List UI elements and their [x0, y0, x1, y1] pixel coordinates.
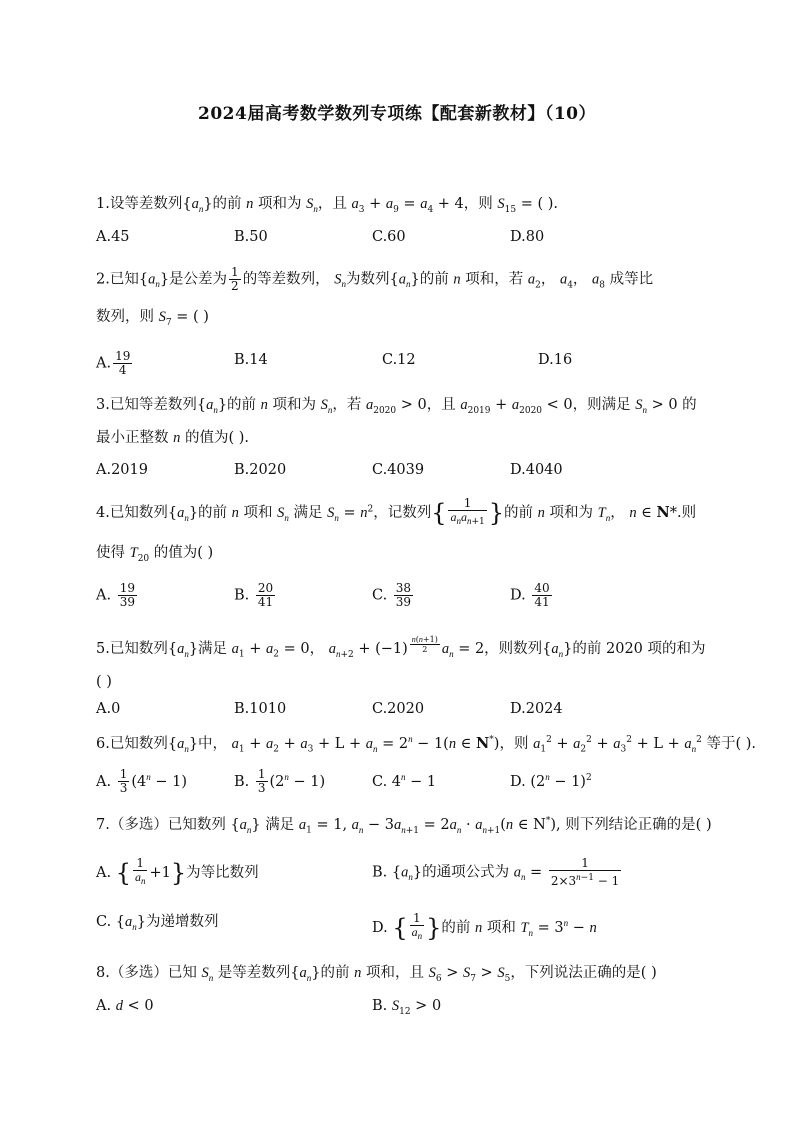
- question-2-option-d: D.16: [538, 352, 573, 368]
- question-4-option-b: B. $\frac{20}{41}$: [234, 581, 274, 609]
- question-7-option-a: A. { $\frac{1}{a_n}$ +1}为等比数列: [96, 856, 259, 888]
- question-4-option-d: D. $\frac{40}{41}$: [510, 581, 550, 609]
- question-7-stem: 7.（多选）已知数列 $\{a_n\}$ 满足 $a_1 = 1$, $a_n - 3a_{n+1} = 2a_n \cdot a_{n+1}(n$ ∈ N*), 则下列结论正确的是( ): [96, 816, 712, 836]
- question-6-option-d: D. $(2^n - 1)^2$: [510, 772, 592, 790]
- question-6-stem: 6.已知数列$\{a_n\}$中， $a_1 + a_2 + a_3 + L + a_n = 2^n - 1(n$ ∈ N*)，则 $a_1^2 + a_2^2 + a_3^2 + L + a_n^2$ 等于( ).: [96, 734, 756, 755]
- question-4-option-c: C. $\frac{38}{39}$: [372, 581, 412, 609]
- question-2-option-b: B.14: [234, 352, 268, 368]
- question-7-option-d: D. { $\frac{1}{a_n}$ }的前 n 项和 $T_n = 3^n - n$: [372, 911, 597, 943]
- question-1-option-b: B.50: [234, 229, 268, 245]
- question-4-stem-line-2: 使得 $T_{20}$ 的值为( ): [96, 545, 214, 564]
- question-2-stem-line-2: 数列，则 $S_7$ = ( ): [96, 309, 209, 328]
- question-4-option-a: A. $\frac{19}{39}$: [96, 581, 135, 609]
- question-3-stem-line-1: 3.已知等差数列$\{a_n\}$的前 n 项和为 $S_n$，若 $a_{2020} > 0$，且 $a_{2019} + a_{2020} < 0$，则满足 $S_n > 0$ 的: [96, 397, 697, 416]
- question-7-option-c: C. $\{a_n\}$为递增数列: [96, 914, 219, 932]
- question-5-option-b: B.1010: [234, 701, 287, 717]
- question-1-option-c: C.60: [372, 229, 406, 245]
- question-3-option-a: A.2019: [96, 462, 148, 478]
- question-6-option-b: B. $\frac{1}{3}$ $(2^n - 1)$: [234, 767, 326, 796]
- question-5-option-d: D.2024: [510, 701, 563, 717]
- question-1-stem: 1.设等差数列$\{a_n\}$的前 n 项和为 $S_n$，且 $a_3 + a_9 = a_4 + 4$，则 $S_{15}$ = ( ).: [96, 196, 558, 215]
- question-8-stem: 8.（多选）已知 $S_n$ 是等差数列$\{a_n\}$的前 n 项和，且 $S_6 > S_7 > S_5$，下列说法正确的是( ): [96, 965, 657, 984]
- question-5-stem-line-2: ( ): [96, 674, 112, 690]
- question-6-option-a: A. $\frac{1}{3}$ $(4^n - 1)$: [96, 767, 187, 796]
- question-3-option-b: B.2020: [234, 462, 287, 478]
- question-4-stem-line-1: 4.已知数列$\{a_n\}$的前 n 项和 $S_n$ 满足 $S_n = n^2$，记数列{ $\frac{1}{a_na_{n+1}}$ }的前 n 项和为 $T_n$， n ∈ N*.则: [96, 496, 697, 528]
- page-title: 2024届高考数学数列专项练【配套新教材】（10）: [198, 104, 596, 124]
- question-2-stem-line-1: 2.已知$\{a_n\}$是公差为 $\frac{1}{2}$ 的等差数列， $S_n$为数列$\{a_n\}$的前 n 项和，若 $a_2$， $a_4$， $a_8$ 成等比: [96, 265, 654, 293]
- question-1-option-a: A.45: [96, 229, 130, 245]
- question-8-option-a: A. d < 0: [96, 998, 154, 1014]
- question-6-option-c: C. $4^n - 1$: [372, 772, 437, 790]
- question-5-option-a: A.0: [96, 701, 121, 717]
- question-3-option-c: C.4039: [372, 462, 425, 478]
- question-1-option-d: D.80: [510, 229, 545, 245]
- question-3-stem-line-2: 最小正整数 n 的值为( ).: [96, 430, 250, 446]
- question-3-option-d: D.4040: [510, 462, 563, 478]
- question-5-option-c: C.2020: [372, 701, 425, 717]
- question-2-option-a: A. $\frac{19}{4}$: [96, 349, 131, 377]
- question-7-option-b: B. $\{a_n\}$的通项公式为 $a_n$ = $\frac{1}{2\times 3^{n-1} - 1}$: [372, 856, 620, 888]
- question-5-stem-line-1: 5.已知数列$\{a_n\}$满足 $a_1 + a_2 = 0$， $a_{n+2} + (-1)$ $^{\frac{n(n+1)}{2}}$ $a_n = 2$，则数列$\{a_n\}$的前 2020 项的和为: [96, 635, 706, 660]
- question-2-option-c: C.12: [382, 352, 416, 368]
- question-8-option-b: B. $S_{12} > 0$: [372, 998, 442, 1017]
